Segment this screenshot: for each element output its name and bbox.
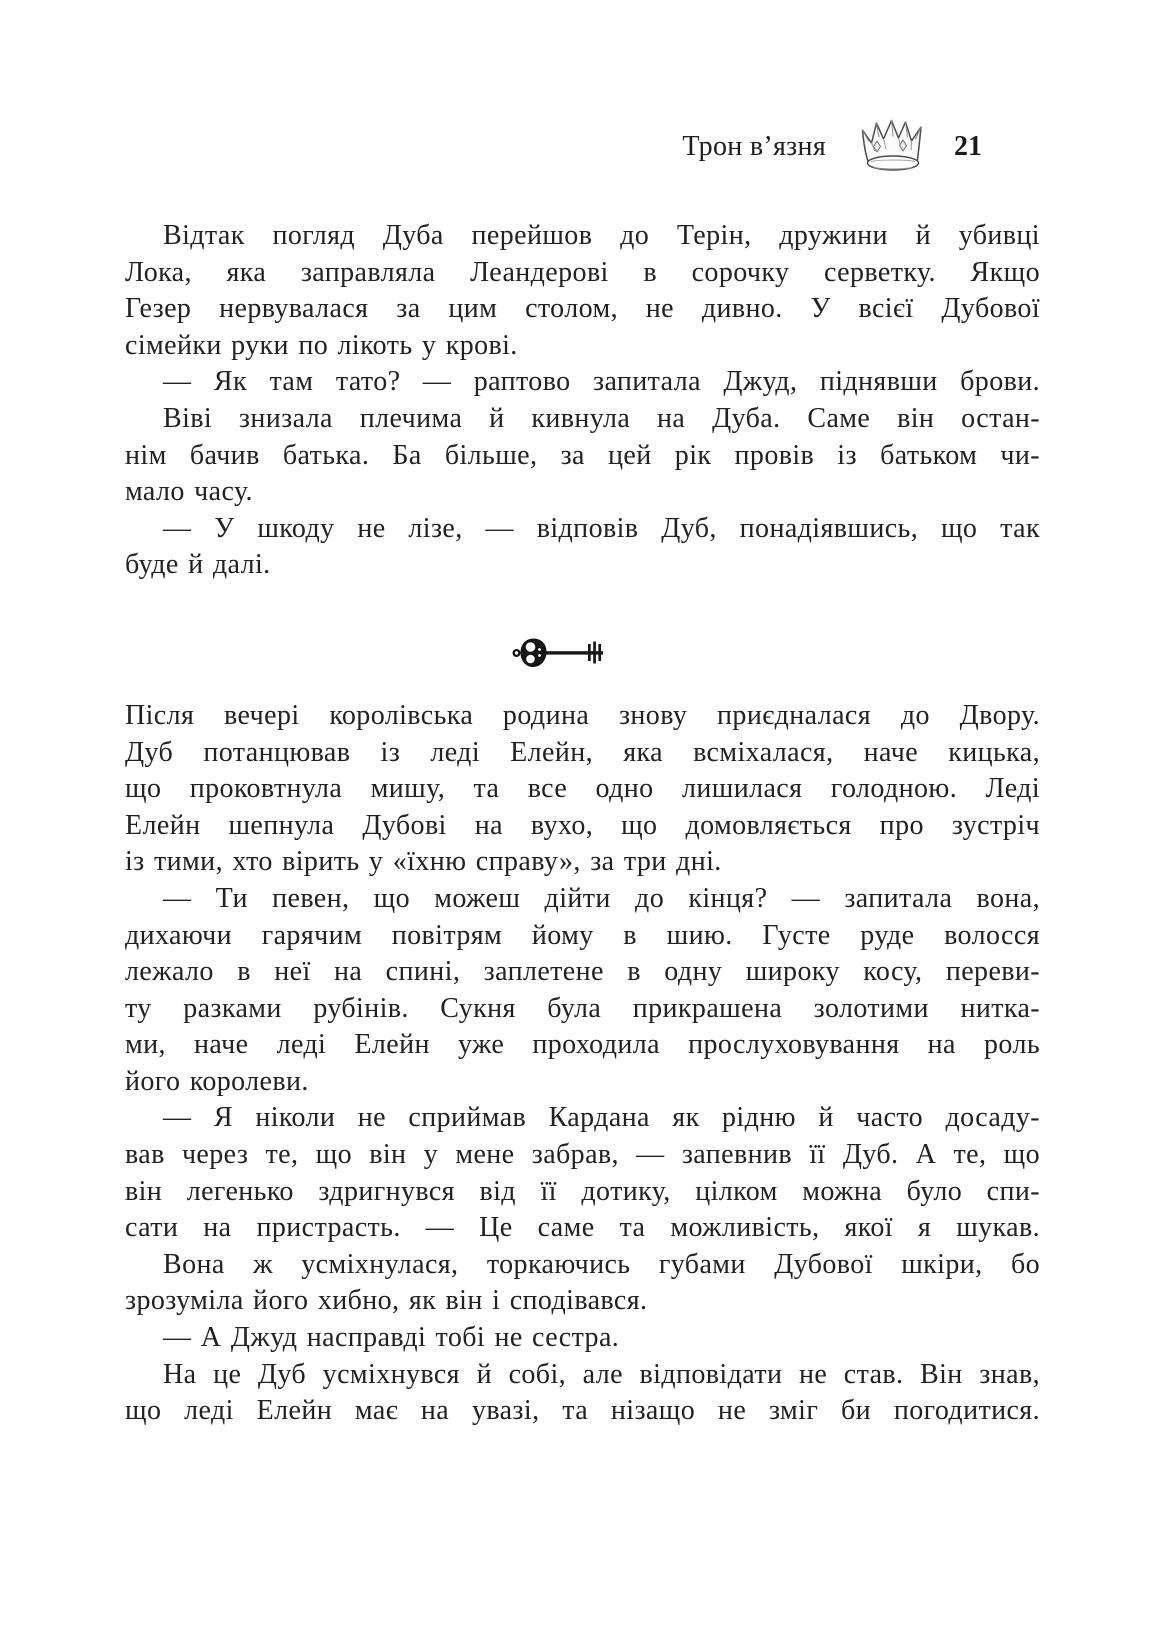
chapter-title: Трон в’язня [682, 131, 826, 162]
text-line: що проковтнула мишу, та все одно лишилася голодною. Леді [125, 773, 1040, 805]
text-line: Після вечері королівська родина знову приєдналася до Двору. [125, 699, 1040, 731]
text-line: він легенько здригнувся від її дотику, цілком можна було спи- [125, 1175, 1040, 1207]
page-number: 21 [954, 131, 982, 162]
text-line: дихаючи гарячим повітрям йому в шию. Густе руде волосся [125, 919, 1040, 951]
text-line: Вона ж усміхнулася, торкаючись губами Дубової шкіри, бо [163, 1248, 1040, 1280]
crown-icon [854, 118, 932, 172]
running-header [682, 118, 982, 172]
page-body [125, 218, 1040, 1430]
text-line: сімейки руки по лікоть у крові. [125, 329, 518, 361]
text-section-before-break [125, 218, 1040, 584]
text-line: Гезер нервувалася за цим столом, не дивно. У всієї Дубової [125, 293, 1040, 325]
text-line: На це Дуб усміхнувся й собі, але відповідати не став. Він знав, [163, 1358, 1040, 1390]
text-line: ту разками рубінів. Сукня була прикрашена золотими нитка- [125, 992, 1040, 1024]
text-line: Віві знизала плечима й кивнула на Дуба. Саме він остан- [163, 402, 1040, 434]
text-line: вав через те, що він у мене забрав, — запевнив її Дуб. А те, що [125, 1139, 1040, 1171]
text-line: мало часу. [125, 476, 253, 508]
text-line: його королеви. [125, 1065, 309, 1097]
text-line: сати на пристрасть. — Це саме та можливість, якої я шукав. [125, 1212, 1040, 1244]
text-line: зрозуміла його хибно, як він і сподівався. [125, 1285, 648, 1317]
text-line: із тими, хто вірить у «їхню справу», за три дні. [125, 846, 722, 878]
text-line: Лока, яка заправляла Леандерові в сорочку серветку. Якщо [125, 256, 1040, 288]
text-line: — Ти певен, що можеш дійти до кінця? — запитала вона, [163, 882, 1040, 914]
skeleton-key-icon [512, 636, 607, 668]
text-line: — Як там тато? — раптово запитала Джуд, піднявши брови. [163, 366, 1040, 398]
text-line: — А Джуд насправді тобі не сестра. [163, 1322, 620, 1354]
text-section-after-break [125, 698, 1040, 1430]
text-line: Дуб потанцював із леді Елейн, яка всміхалася, наче кицька, [125, 736, 1040, 768]
text-line: лежало в неї на спині, заплетене в одну широку косу, переви- [125, 956, 1040, 988]
text-line: буде й далі. [125, 549, 271, 581]
text-line: нім бачив батька. Ба більше, за цей рік провів із батьком чи- [125, 439, 1040, 471]
text-line: Відтак погляд Дуба перейшов до Терін, дружини й убивці [163, 220, 1040, 251]
text-line: Елейн шепнула Дубові на вухо, що домовляється про зустріч [125, 809, 1040, 841]
text-line: що леді Елейн має на увазі, та нізащо не зміг би погодитися. [125, 1395, 1040, 1427]
text-line: ми, наче леді Елейн уже проходила прослуховування на роль [125, 1029, 1040, 1061]
text-line: — У шкоду не лізе, — відповів Дуб, понадіявшись, що так [163, 512, 1040, 544]
text-line: — Я ніколи не сприймав Кардана як рідню й часто досаду- [163, 1102, 1040, 1134]
